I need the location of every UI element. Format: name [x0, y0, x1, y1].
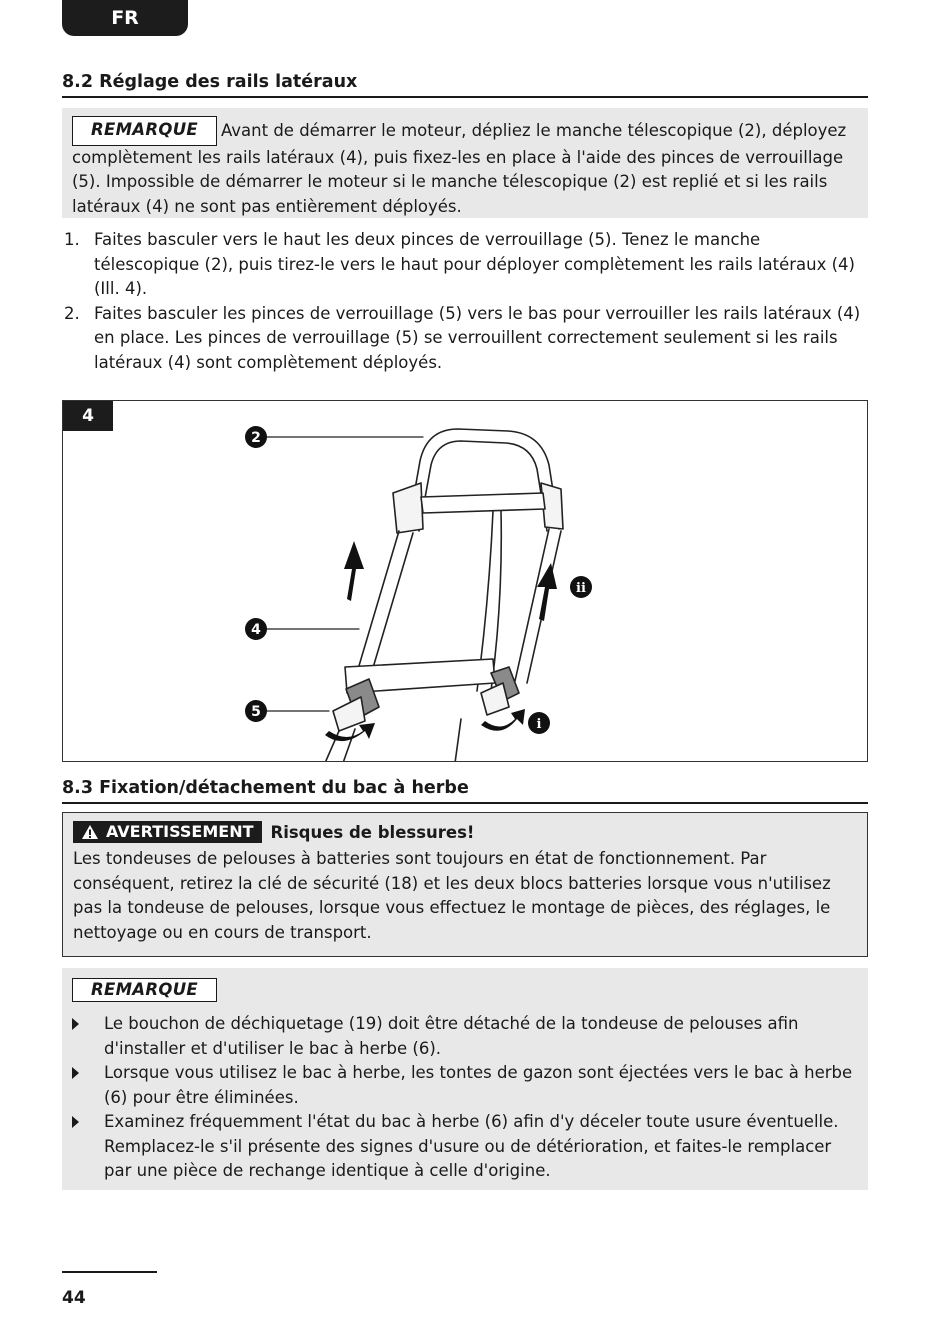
warning-box — [62, 812, 868, 957]
step-text: Faites basculer vers le haut les deux pinces de verrouillage (5). Tenez le manche télescopique (2), puis tirez-le vers le haut pour déployer complètement les rails latéraux (4) (Ill. 4). — [94, 230, 855, 298]
step-number: 1. — [64, 230, 80, 249]
remarque-label: REMARQUE — [72, 116, 217, 146]
bullet-icon — [72, 1018, 79, 1030]
step-item — [62, 228, 868, 302]
language-tab: FR — [62, 0, 188, 36]
list-item — [72, 1012, 858, 1061]
bullet-icon — [72, 1067, 79, 1079]
page-number: 44 — [62, 1288, 86, 1308]
footer-rule — [62, 1271, 157, 1273]
mower-handle-drawing — [63, 401, 868, 762]
note-text: Avant de démarrer le moteur, dépliez le manche télescopique (2), déployez complètement les rails latéraux (4), puis fixez-les en place à l'aide des pinces de verrouillage (5). Impossible de démarrer le moteur si le manche télescopique (2) est replié et si les rails latéraux (4) ne sont pas entièrement déployés. — [72, 121, 847, 216]
step-marker-ii — [570, 576, 592, 598]
warning-header — [73, 821, 857, 843]
bullet-text: Examinez fréquemment l'état du bac à herbe (6) afin d'y déceler toute usure éventuelle. Remplacez-le s'il présente des signes d'usure ou de détérioration, et faites-le remplacer par une pièce de rechange identique à celle d'origine. — [104, 1112, 839, 1180]
svg-text:i: i — [536, 717, 542, 732]
callout-4 — [245, 618, 267, 640]
illustration-4 — [62, 400, 868, 762]
note-paragraph — [72, 116, 858, 219]
callout-5 — [245, 700, 267, 722]
svg-text:2: 2 — [251, 430, 261, 446]
warning-text: Les tondeuses de pelouses à batteries sont toujours en état de fonctionnement. Par conséquent, retirez la clé de sécurité (18) et les deux blocs batteries lorsque vous n'utilisez pas la tondeuse de pelouses, lorsque vous effectuez le montage de pièces, des réglages, le nettoyage ou en cours de transport. — [73, 849, 831, 942]
remarque-note-box-2 — [62, 968, 868, 1190]
svg-text:ii: ii — [576, 581, 586, 596]
warning-triangle-icon — [81, 824, 99, 840]
bullet-text: Le bouchon de déchiquetage (19) doit être détaché de la tondeuse de pelouses afin d'installer et d'utiliser le bac à herbe (6). — [104, 1014, 799, 1058]
svg-text:4: 4 — [251, 622, 261, 638]
remarque-note-box — [62, 108, 868, 218]
warning-title: Risques de blessures! — [270, 822, 475, 842]
list-item — [72, 1061, 858, 1110]
warning-label-text: AVERTISSEMENT — [106, 822, 254, 841]
step-list — [62, 228, 868, 375]
step-marker-i — [528, 712, 550, 734]
bullet-icon — [72, 1116, 79, 1128]
note-bullet-list — [72, 1012, 858, 1184]
list-item — [72, 1110, 858, 1184]
step-number: 2. — [64, 303, 80, 323]
step-text: Faites basculer les pinces de verrouillage (5) vers le bas pour verrouiller les rails latéraux (4) en place. Les pinces de verrouillage (5) se verrouillent correctement seulement si les rails latéraux (4) sont complètement déployés. — [94, 303, 861, 372]
section-heading-8-2: 8.2 Réglage des rails latéraux — [62, 72, 868, 98]
warning-label — [73, 821, 262, 843]
svg-text:5: 5 — [251, 704, 261, 720]
callout-2 — [245, 426, 267, 448]
step-item — [62, 302, 868, 376]
bullet-text: Lorsque vous utilisez le bac à herbe, les tontes de gazon sont éjectées vers le bac à herbe (6) pour être éliminées. — [104, 1063, 853, 1107]
remarque-label: REMARQUE — [72, 978, 217, 1002]
section-heading-8-3: 8.3 Fixation/détachement du bac à herbe — [62, 778, 868, 804]
figure-number: 4 — [63, 401, 113, 431]
